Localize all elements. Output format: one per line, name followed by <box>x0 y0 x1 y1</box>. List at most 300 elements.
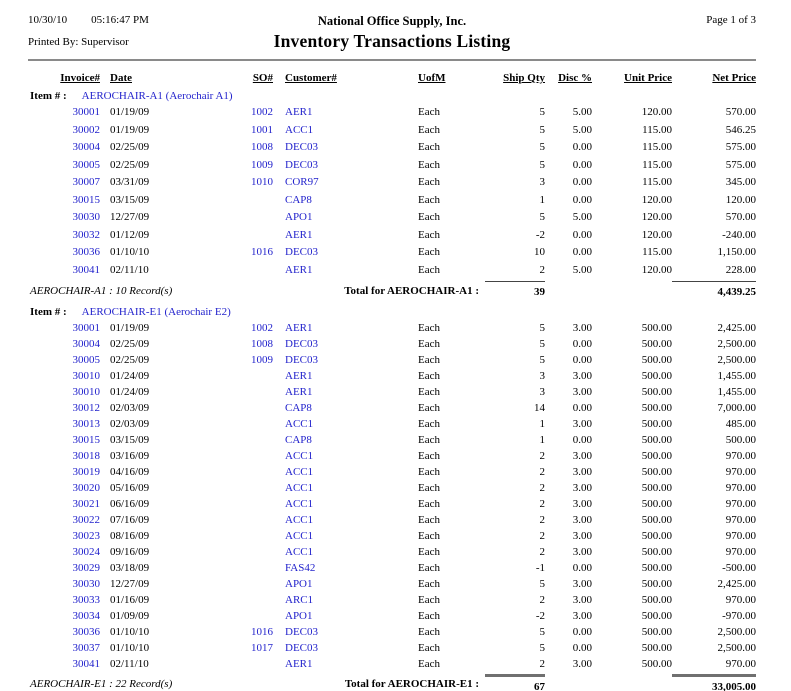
net-price-cell: 2,500.00 <box>717 338 756 350</box>
disc-cell: 5.00 <box>572 123 592 136</box>
disc-cell: 3.00 <box>572 658 592 670</box>
disc-cell: 0.00 <box>572 562 592 574</box>
so-cell <box>228 262 273 280</box>
report-body <box>28 87 756 691</box>
date-cell: 02/25/09 <box>110 158 150 171</box>
disc-cell: 3.00 <box>572 594 592 606</box>
uofm-cell: Each <box>418 354 440 366</box>
unit-price-cell: 500.00 <box>641 322 672 334</box>
disc-cell: 0.00 <box>572 158 592 171</box>
unit-price-cell: 500.00 <box>641 418 672 430</box>
transaction-row <box>28 480 756 496</box>
net-price-cell: 970.00 <box>725 546 756 558</box>
customer-cell: ACC1 <box>285 418 314 430</box>
customer-cell: CAP8 <box>285 193 312 206</box>
date-cell: 03/15/09 <box>110 434 150 446</box>
disc-cell: 0.00 <box>572 338 592 350</box>
invoice-cell: 30007 <box>72 176 100 188</box>
invoice-cell: 30022 <box>72 514 100 526</box>
uofm-cell: Each <box>418 193 440 206</box>
net-price-cell: 1,150.00 <box>717 246 756 258</box>
so-cell: 1008 <box>251 338 273 350</box>
customer-cell: ACC1 <box>285 123 314 136</box>
total-ship-qty: 67 <box>485 674 545 691</box>
customer-cell: ACC1 <box>285 482 314 494</box>
transaction-row <box>28 496 756 512</box>
invoice-cell: 30021 <box>72 498 100 510</box>
unit-price-cell: 120.00 <box>641 228 672 241</box>
unit-price-cell: 120.00 <box>641 263 672 276</box>
so-cell: 1016 <box>251 626 273 638</box>
company-name: National Office Supply, Inc. <box>317 14 467 28</box>
ship-qty-cell: 5 <box>539 141 545 153</box>
print-time: 05:16:47 PM <box>91 14 149 26</box>
net-price-cell: 970.00 <box>725 530 756 542</box>
ship-qty-cell: -2 <box>535 228 545 241</box>
item-section <box>28 87 756 300</box>
column-header-ship-qty: Ship Qty <box>503 72 545 84</box>
ship-qty-cell: 5 <box>539 578 545 590</box>
uofm-cell: Each <box>418 514 440 526</box>
transaction-row <box>28 656 756 672</box>
date-cell: 01/16/09 <box>110 594 150 606</box>
transaction-row <box>28 560 756 576</box>
ship-qty-cell: 5 <box>539 626 545 638</box>
net-price-cell: 970.00 <box>725 514 756 526</box>
disc-cell: 3.00 <box>572 322 592 334</box>
customer-cell: AER1 <box>285 322 313 334</box>
transaction-row <box>28 608 756 624</box>
net-price-cell: 2,500.00 <box>717 354 756 366</box>
invoice-cell: 30033 <box>72 594 100 606</box>
disc-cell: 3.00 <box>572 370 592 382</box>
so-cell <box>228 227 273 245</box>
date-cell: 01/24/09 <box>110 386 150 398</box>
invoice-cell: 30037 <box>72 642 100 654</box>
uofm-cell: Each <box>418 402 440 414</box>
net-price-cell: 2,425.00 <box>717 578 756 590</box>
net-price-cell: 970.00 <box>725 466 756 478</box>
unit-price-cell: 500.00 <box>641 370 672 382</box>
ship-qty-cell: -1 <box>535 562 545 574</box>
uofm-cell: Each <box>418 594 440 606</box>
customer-cell: AER1 <box>285 386 313 398</box>
transaction-row <box>28 368 756 384</box>
ship-qty-cell: 1 <box>539 193 545 206</box>
invoice-cell: 30020 <box>72 482 100 494</box>
so-cell: 1010 <box>251 176 273 188</box>
date-cell: 02/25/09 <box>110 338 150 350</box>
ship-qty-cell: 2 <box>539 514 545 526</box>
uofm-cell: Each <box>418 211 440 223</box>
uofm-cell: Each <box>418 123 440 136</box>
disc-cell: 0.00 <box>572 402 592 414</box>
ship-qty-cell: 5 <box>539 642 545 654</box>
uofm-cell: Each <box>418 626 440 638</box>
column-header-customer: Customer# <box>285 72 337 84</box>
date-cell: 07/16/09 <box>110 514 150 526</box>
disc-cell: 0.00 <box>572 228 592 241</box>
ship-qty-cell: -2 <box>535 610 545 622</box>
customer-cell: ACC1 <box>285 530 314 542</box>
so-cell <box>228 209 273 227</box>
disc-cell: 3.00 <box>572 386 592 398</box>
net-price-cell: 500.00 <box>725 434 756 446</box>
uofm-cell: Each <box>418 530 440 542</box>
transaction-row <box>28 544 756 560</box>
column-header-unit-price: Unit Price <box>624 72 672 84</box>
column-header-row <box>28 61 756 87</box>
customer-cell: DEC03 <box>285 642 318 654</box>
so-cell: 1009 <box>251 158 273 171</box>
ship-qty-cell: 1 <box>539 434 545 446</box>
disc-cell: 3.00 <box>572 546 592 558</box>
uofm-cell: Each <box>418 158 440 171</box>
customer-cell: ACC1 <box>285 466 314 478</box>
ship-qty-cell: 2 <box>539 498 545 510</box>
uofm-cell: Each <box>418 322 440 334</box>
invoice-cell: 30004 <box>72 338 100 350</box>
invoice-cell: 30036 <box>72 626 100 638</box>
net-price-cell: 485.00 <box>725 418 756 430</box>
so-cell <box>228 416 273 432</box>
date-cell: 01/19/09 <box>110 123 150 136</box>
customer-cell: COR97 <box>285 176 319 188</box>
ship-qty-cell: 5 <box>539 354 545 366</box>
customer-cell: FAS42 <box>285 562 316 574</box>
invoice-cell: 30041 <box>72 263 100 276</box>
date-cell: 12/27/09 <box>110 211 150 223</box>
item-number-value: AEROCHAIR-A1 (Aerochair A1) <box>81 90 233 102</box>
ship-qty-cell: 14 <box>534 402 545 414</box>
unit-price-cell: 500.00 <box>641 434 672 446</box>
invoice-cell: 30005 <box>72 158 100 171</box>
ship-qty-cell: 2 <box>539 658 545 670</box>
net-price-cell: 7,000.00 <box>717 402 756 414</box>
ship-qty-cell: 10 <box>534 246 545 258</box>
so-cell: 1001 <box>251 123 273 136</box>
customer-cell: CAP8 <box>285 434 312 446</box>
uofm-cell: Each <box>418 450 440 462</box>
disc-cell: 3.00 <box>572 610 592 622</box>
uofm-cell: Each <box>418 562 440 574</box>
unit-price-cell: 500.00 <box>641 626 672 638</box>
invoice-cell: 30034 <box>72 610 100 622</box>
ship-qty-cell: 2 <box>539 466 545 478</box>
customer-cell: ACC1 <box>285 450 314 462</box>
column-header-so: SO# <box>252 72 273 84</box>
uofm-cell: Each <box>418 466 440 478</box>
customer-cell: AER1 <box>285 658 313 670</box>
transaction-row <box>28 576 756 592</box>
invoice-cell: 30013 <box>72 418 100 430</box>
date-cell: 02/25/09 <box>110 354 150 366</box>
so-cell <box>228 656 273 672</box>
invoice-cell: 30030 <box>72 578 100 590</box>
uofm-cell: Each <box>418 176 440 188</box>
transaction-row <box>28 416 756 432</box>
unit-price-cell: 500.00 <box>641 338 672 350</box>
invoice-cell: 30032 <box>72 228 100 241</box>
so-cell <box>228 400 273 416</box>
date-cell: 01/10/10 <box>110 246 150 258</box>
unit-price-cell: 500.00 <box>641 594 672 606</box>
invoice-cell: 30024 <box>72 546 100 558</box>
item-header <box>28 87 756 104</box>
so-cell <box>228 512 273 528</box>
column-header-uofm: UofM <box>418 72 446 84</box>
page-indicator: Page 1 of 3 <box>706 14 756 26</box>
ship-qty-cell: 5 <box>539 211 545 223</box>
customer-cell: CAP8 <box>285 402 312 414</box>
net-price-cell: 970.00 <box>725 594 756 606</box>
date-cell: 03/31/09 <box>110 176 150 188</box>
unit-price-cell: 115.00 <box>642 246 672 258</box>
transaction-row <box>28 209 756 227</box>
ship-qty-cell: 2 <box>539 263 545 276</box>
customer-cell: DEC03 <box>285 354 318 366</box>
date-cell: 03/16/09 <box>110 450 150 462</box>
invoice-cell: 30001 <box>72 106 100 118</box>
date-cell: 01/19/09 <box>110 322 150 334</box>
printed-by: Printed By: Supervisor <box>28 36 129 48</box>
so-cell: 1002 <box>251 322 273 334</box>
net-price-cell: -240.00 <box>722 228 756 241</box>
unit-price-cell: 500.00 <box>641 450 672 462</box>
uofm-cell: Each <box>418 370 440 382</box>
uofm-cell: Each <box>418 386 440 398</box>
so-cell <box>228 448 273 464</box>
customer-cell: AER1 <box>285 106 313 118</box>
unit-price-cell: 500.00 <box>641 642 672 654</box>
disc-cell: 3.00 <box>572 498 592 510</box>
customer-cell: AER1 <box>285 263 313 276</box>
disc-cell: 3.00 <box>572 530 592 542</box>
customer-cell: DEC03 <box>285 246 318 258</box>
customer-cell: ACC1 <box>285 498 314 510</box>
uofm-cell: Each <box>418 610 440 622</box>
unit-price-cell: 500.00 <box>641 514 672 526</box>
date-cell: 09/16/09 <box>110 546 150 558</box>
column-header-disc: Disc % <box>558 72 592 84</box>
transaction-row <box>28 592 756 608</box>
total-net-price: 33,005.00 <box>672 674 756 691</box>
unit-price-cell: 115.00 <box>642 176 672 188</box>
transaction-row <box>28 122 756 140</box>
disc-cell: 3.00 <box>572 514 592 526</box>
record-count-note: AEROCHAIR-E1 : 22 Record(s) <box>30 678 173 690</box>
date-cell: 12/27/09 <box>110 578 150 590</box>
unit-price-cell: 500.00 <box>641 610 672 622</box>
uofm-cell: Each <box>418 578 440 590</box>
disc-cell: 3.00 <box>572 418 592 430</box>
transaction-row <box>28 384 756 400</box>
transaction-row <box>28 336 756 352</box>
transaction-row <box>28 528 756 544</box>
uofm-cell: Each <box>418 106 440 118</box>
transaction-row <box>28 157 756 175</box>
net-price-cell: 970.00 <box>725 450 756 462</box>
unit-price-cell: 500.00 <box>641 530 672 542</box>
unit-price-cell: 500.00 <box>641 658 672 670</box>
section-total-label: Total for AEROCHAIR-A1 : <box>344 285 479 297</box>
disc-cell: 0.00 <box>572 354 592 366</box>
transaction-row <box>28 448 756 464</box>
date-cell: 04/16/09 <box>110 466 150 478</box>
so-cell <box>228 592 273 608</box>
net-price-cell: 970.00 <box>725 498 756 510</box>
item-number-value: AEROCHAIR-E1 (Aerochair E2) <box>81 306 231 318</box>
item-section <box>28 303 756 691</box>
section-total-row <box>28 674 756 691</box>
so-cell <box>228 464 273 480</box>
customer-cell: APO1 <box>285 610 313 622</box>
uofm-cell: Each <box>418 482 440 494</box>
invoice-cell: 30019 <box>72 466 100 478</box>
ship-qty-cell: 5 <box>539 338 545 350</box>
so-cell: 1008 <box>251 141 273 153</box>
date-cell: 03/15/09 <box>110 193 150 206</box>
unit-price-cell: 120.00 <box>641 193 672 206</box>
so-cell: 1002 <box>251 106 273 118</box>
ship-qty-cell: 2 <box>539 594 545 606</box>
column-header-net-price: Net Price <box>712 72 756 84</box>
unit-price-cell: 500.00 <box>641 354 672 366</box>
net-price-cell: -970.00 <box>722 610 756 622</box>
invoice-cell: 30012 <box>72 402 100 414</box>
date-cell: 02/03/09 <box>110 418 150 430</box>
so-cell <box>228 560 273 576</box>
unit-price-cell: 500.00 <box>641 402 672 414</box>
net-price-cell: 575.00 <box>725 158 756 171</box>
date-cell: 08/16/09 <box>110 530 150 542</box>
disc-cell: 0.00 <box>572 246 592 258</box>
record-count-note: AEROCHAIR-A1 : 10 Record(s) <box>30 285 173 297</box>
print-datetime <box>28 10 243 29</box>
ship-qty-cell: 2 <box>539 546 545 558</box>
report-header <box>28 10 756 52</box>
uofm-cell: Each <box>418 434 440 446</box>
invoice-cell: 30010 <box>72 370 100 382</box>
ship-qty-cell: 2 <box>539 530 545 542</box>
ship-qty-cell: 5 <box>539 158 545 171</box>
transaction-row <box>28 262 756 280</box>
net-price-cell: 575.00 <box>725 141 756 153</box>
uofm-cell: Each <box>418 658 440 670</box>
invoice-cell: 30036 <box>72 246 100 258</box>
unit-price-cell: 500.00 <box>641 386 672 398</box>
customer-cell: ACC1 <box>285 546 314 558</box>
item-number-label: Item # : <box>30 90 67 102</box>
date-cell: 01/09/09 <box>110 610 150 622</box>
disc-cell: 3.00 <box>572 482 592 494</box>
net-price-cell: 120.00 <box>725 193 756 206</box>
customer-cell: AER1 <box>285 370 313 382</box>
unit-price-cell: 500.00 <box>641 466 672 478</box>
invoice-cell: 30023 <box>72 530 100 542</box>
invoice-cell: 30010 <box>72 386 100 398</box>
section-total-row <box>28 281 756 300</box>
transaction-row <box>28 512 756 528</box>
invoice-cell: 30001 <box>72 322 100 334</box>
customer-cell: APO1 <box>285 578 313 590</box>
date-cell: 01/10/10 <box>110 626 150 638</box>
so-cell <box>228 192 273 210</box>
transaction-row <box>28 624 756 640</box>
transaction-row <box>28 400 756 416</box>
net-price-cell: 546.25 <box>725 123 756 136</box>
uofm-cell: Each <box>418 546 440 558</box>
unit-price-cell: 120.00 <box>641 211 672 223</box>
transaction-row <box>28 352 756 368</box>
disc-cell: 0.00 <box>572 434 592 446</box>
item-number-label: Item # : <box>30 306 67 318</box>
unit-price-cell: 115.00 <box>642 123 672 136</box>
ship-qty-cell: 5 <box>539 322 545 334</box>
so-cell: 1016 <box>251 246 273 258</box>
so-cell <box>228 544 273 560</box>
date-cell: 01/24/09 <box>110 370 150 382</box>
disc-cell: 0.00 <box>572 141 592 153</box>
transaction-row <box>28 192 756 210</box>
so-cell <box>228 480 273 496</box>
net-price-cell: 1,455.00 <box>717 386 756 398</box>
unit-price-cell: 500.00 <box>641 562 672 574</box>
so-cell <box>228 384 273 400</box>
net-price-cell: 345.00 <box>725 176 756 188</box>
invoice-cell: 30002 <box>72 123 100 136</box>
column-header-invoice: Invoice# <box>60 72 100 84</box>
unit-price-cell: 500.00 <box>641 498 672 510</box>
disc-cell: 3.00 <box>572 578 592 590</box>
invoice-cell: 30015 <box>72 434 100 446</box>
disc-cell: 0.00 <box>572 642 592 654</box>
unit-price-cell: 500.00 <box>641 578 672 590</box>
transaction-row <box>28 464 756 480</box>
invoice-cell: 30030 <box>72 211 100 223</box>
date-cell: 01/10/10 <box>110 642 150 654</box>
customer-cell: ARC1 <box>285 594 314 606</box>
date-cell: 02/11/10 <box>110 263 149 276</box>
net-price-cell: 570.00 <box>725 211 756 223</box>
customer-cell: ACC1 <box>285 514 314 526</box>
disc-cell: 3.00 <box>572 466 592 478</box>
invoice-cell: 30004 <box>72 141 100 153</box>
date-cell: 01/12/09 <box>110 228 150 241</box>
uofm-cell: Each <box>418 498 440 510</box>
invoice-cell: 30005 <box>72 354 100 366</box>
net-price-cell: 970.00 <box>725 482 756 494</box>
date-cell: 01/19/09 <box>110 106 150 118</box>
so-cell <box>228 368 273 384</box>
transaction-row <box>28 640 756 656</box>
ship-qty-cell: 3 <box>539 370 545 382</box>
report-title: Inventory Transactions Listing <box>273 31 511 51</box>
date-cell: 02/25/09 <box>110 141 150 153</box>
invoice-cell: 30029 <box>72 562 100 574</box>
customer-cell: DEC03 <box>285 158 318 171</box>
net-price-cell: 1,455.00 <box>717 370 756 382</box>
column-header-date: Date <box>110 72 132 84</box>
disc-cell: 3.00 <box>572 450 592 462</box>
unit-price-cell: 500.00 <box>641 546 672 558</box>
uofm-cell: Each <box>418 418 440 430</box>
so-cell <box>228 576 273 592</box>
net-price-cell: -500.00 <box>722 562 756 574</box>
section-total-label: Total for AEROCHAIR-E1 : <box>344 678 479 690</box>
transaction-row <box>28 432 756 448</box>
customer-cell: APO1 <box>285 211 313 223</box>
